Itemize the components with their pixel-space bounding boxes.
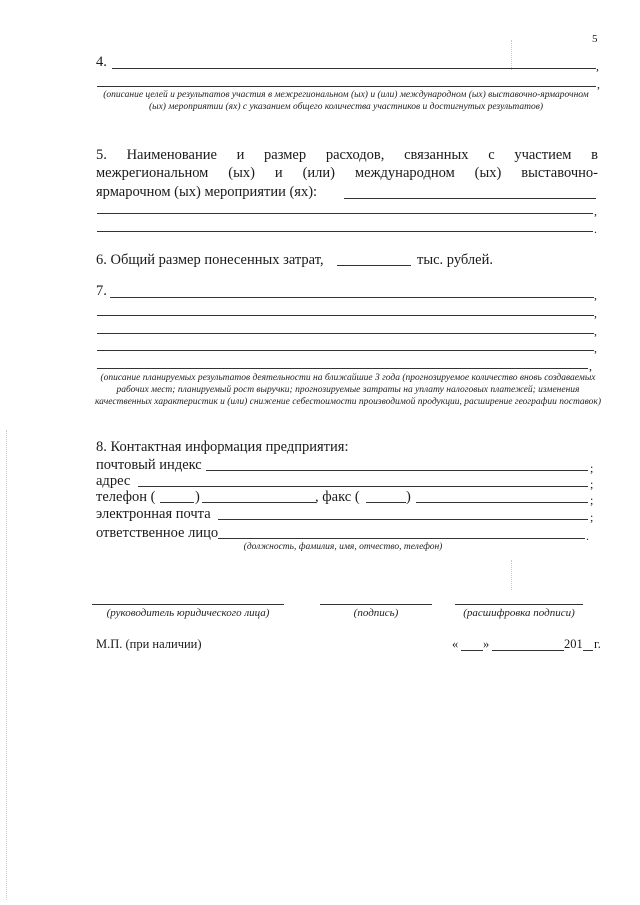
- item4-input-line-2[interactable]: [97, 86, 596, 87]
- fax-code-field[interactable]: [366, 502, 406, 503]
- item5-period: .: [594, 222, 597, 236]
- item5-input-line-2[interactable]: [97, 213, 593, 214]
- responsible-person-caption: (должность, фамилия, имя, отчество, телефон): [243, 542, 443, 552]
- address-label: адрес: [96, 473, 131, 489]
- responsible-person-label: ответственное лицо: [96, 525, 219, 541]
- page-number: 5: [592, 33, 598, 45]
- item7-input-line-3[interactable]: [97, 333, 594, 334]
- decoding-caption: (расшифровка подписи): [463, 607, 575, 619]
- item7-input-line-4[interactable]: [97, 350, 594, 351]
- item7-comma-4: ,: [594, 341, 597, 355]
- item5-text-line-2: межрегиональном (ых) и (или) международном (ых) выставочно-: [96, 165, 598, 181]
- item4-comma-1: ,: [596, 59, 599, 73]
- item4-caption: (описание целей и результатов участия в межрегиональном (ых) и (или) международном (ых) выставочно-ярмарочном (ых) мероприятии (ях) с указанием общего количества участников и достигнутых результатов): [103, 90, 589, 112]
- email-semicolon: ;: [590, 510, 594, 524]
- item5-input-line-1[interactable]: [344, 198, 596, 199]
- date-open-quote: «: [452, 637, 459, 651]
- address-field[interactable]: [138, 486, 588, 487]
- date-year-field[interactable]: [583, 650, 593, 651]
- item8-title: 8. Контактная информация предприятия:: [96, 439, 349, 455]
- phone-semicolon: ;: [590, 493, 594, 507]
- item7-comma-2: ,: [594, 306, 597, 320]
- item6-unit: тыс. рублей.: [417, 252, 493, 268]
- head-caption: (руководитель юридического лица): [106, 607, 270, 619]
- stamp-label: М.П. (при наличии): [96, 637, 202, 651]
- item7-comma-1: ,: [594, 288, 597, 302]
- year-prefix: 201: [564, 637, 583, 651]
- phone-code-close: ): [195, 489, 200, 505]
- item6-amount-field[interactable]: [337, 265, 411, 266]
- item7-input-line-1[interactable]: [110, 297, 594, 298]
- item6-label: 6. Общий размер понесенных затрат,: [96, 252, 324, 268]
- email-field[interactable]: [218, 519, 588, 520]
- item5-text-line-3: ярмарочном (ых) мероприятии (ях):: [96, 184, 318, 200]
- phone-label: телефон (: [96, 489, 156, 505]
- decoding-line[interactable]: [455, 604, 583, 605]
- fax-number-field[interactable]: [416, 502, 588, 503]
- phone-number-field[interactable]: [202, 502, 316, 503]
- phone-code-field[interactable]: [160, 502, 194, 503]
- item7-number: 7.: [96, 283, 107, 299]
- item7-input-line-5[interactable]: [97, 368, 588, 369]
- item7-comma-5: ,: [589, 359, 592, 373]
- item7-input-line-2[interactable]: [97, 315, 594, 316]
- scan-edge-left: [6, 430, 7, 900]
- item4-number: 4.: [96, 54, 107, 70]
- year-suffix: г.: [594, 637, 601, 651]
- postal-semicolon: ;: [590, 461, 594, 475]
- fax-label: , факс (: [315, 489, 360, 505]
- item7-comma-3: ,: [594, 324, 597, 338]
- postal-code-label: почтовый индекс: [96, 457, 202, 473]
- scan-mark-top: [511, 40, 512, 70]
- responsible-person-field[interactable]: [218, 538, 585, 539]
- item5-text-line-1: 5. Наименование и размер расходов, связанных с участием в: [96, 147, 598, 163]
- date-close-quote: »: [483, 637, 490, 651]
- responsible-person-period: .: [586, 529, 589, 543]
- signature-caption: (подпись): [353, 607, 399, 619]
- item4-input-line-1[interactable]: [112, 68, 596, 69]
- fax-code-close: ): [406, 489, 411, 505]
- scan-mark-mid: [511, 560, 512, 590]
- date-month-field[interactable]: [492, 650, 564, 651]
- address-semicolon: ;: [590, 477, 594, 491]
- item4-comma-2: ,: [597, 77, 600, 91]
- email-label: электронная почта: [96, 506, 211, 522]
- signature-line[interactable]: [320, 604, 432, 605]
- item5-comma-1: ,: [594, 204, 597, 218]
- item7-caption: (описание планируемых результатов деятельности на ближайшие 3 года (прогнозируемое количество вновь создаваемых рабочих мест; планируемый рост выручки; прогнозируемые затраты на уплату налоговых платежей; изменения качественных характеристик и (или) снижение себестоимости производимой продукции, расширение географии поставок): [94, 373, 602, 407]
- postal-code-field[interactable]: [206, 470, 588, 471]
- date-day-field[interactable]: [461, 650, 483, 651]
- item5-input-line-3[interactable]: [97, 231, 593, 232]
- head-signature-line[interactable]: [92, 604, 284, 605]
